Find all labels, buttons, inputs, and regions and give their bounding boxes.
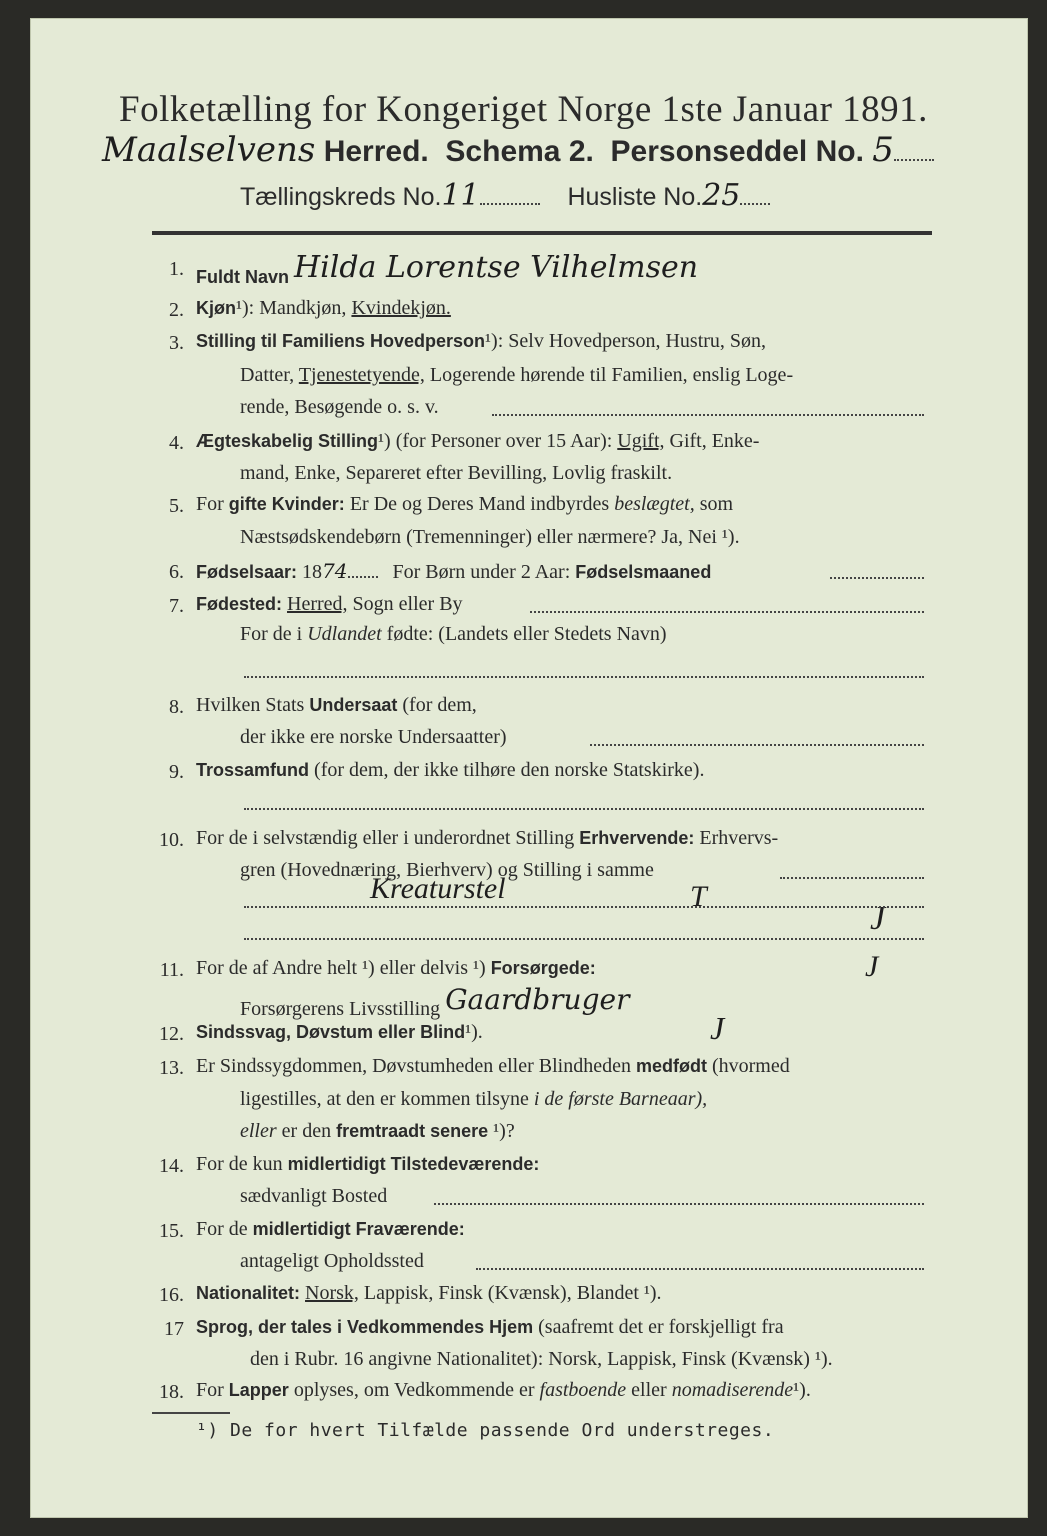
- q3-line1: [196, 330, 766, 353]
- q7-line1: [196, 593, 463, 616]
- q5-number: 5.: [169, 495, 184, 517]
- q10-answer-handwritten: Kreaturstel: [370, 872, 506, 905]
- q1-number: 1.: [169, 258, 184, 280]
- q17-line2: [250, 1348, 833, 1371]
- q7-dotted-line-1: [530, 611, 924, 613]
- q3-text-3: rende, Besøgende o. s. v.: [240, 396, 439, 418]
- q15-text-1a: For de: [196, 1218, 248, 1240]
- q14-label: midlertidigt Tilstedeværende:: [287, 1154, 540, 1174]
- q11-mark-handwritten: J: [865, 950, 879, 983]
- q2-row: [196, 297, 451, 320]
- q8-label: Undersaat: [309, 695, 398, 715]
- q7-text-2a: For de i: [240, 623, 303, 645]
- q3-sup: ¹):: [485, 330, 504, 352]
- q5-label-a: For: [196, 493, 224, 515]
- q13-text-3c: ¹)?: [493, 1120, 515, 1142]
- header-rule: [152, 231, 932, 235]
- q18-text-1d: eller: [631, 1379, 667, 1401]
- q18-text-1a: For: [196, 1379, 224, 1401]
- q1-row: [196, 250, 699, 291]
- q10-text-2: gren (Hovednæring, Bierhverv) og Stilling i samme: [240, 859, 654, 881]
- q15-line2: [240, 1250, 424, 1273]
- q5-text-1i: beslægtet,: [614, 493, 695, 515]
- q7-text-rest: Sogn eller By: [352, 593, 463, 615]
- q14-line1: [196, 1153, 539, 1176]
- q4-label: Ægteskabelig Stilling: [196, 431, 379, 451]
- q10-dotted-line-2: [244, 906, 924, 908]
- q18-label: Lapper: [228, 1380, 289, 1400]
- q14-number: 14.: [159, 1155, 184, 1177]
- q9-number: 9.: [169, 761, 184, 783]
- q2-number: 2.: [169, 299, 184, 321]
- q4-sup: ¹): [378, 430, 391, 452]
- personseddel-number: 5: [872, 130, 894, 170]
- q3-text-2c: Logerende hørende til Familien, enslig Loge-: [429, 364, 794, 386]
- kreds-label: Tællingskreds No.: [240, 183, 442, 211]
- q9-row: [196, 759, 704, 782]
- q3-text-1: Selv Hovedperson, Hustru, Søn,: [508, 330, 767, 352]
- footnote: ¹) De for hvert Tilfælde passende Ord understreges.: [196, 1420, 775, 1441]
- q7-text-2i: Udlandet: [307, 623, 382, 645]
- q13-text-1c: (hvormed: [711, 1055, 790, 1077]
- q15-text-2: antageligt Opholdssted: [240, 1250, 424, 1272]
- q7-option-herred: Herred,: [287, 593, 348, 615]
- q7-text-2b: fødte: (Landets eller Stedets Navn): [386, 623, 667, 645]
- q8-line2: [240, 726, 507, 749]
- q11-answer-handwritten: Gaardbruger: [445, 983, 630, 1016]
- q13-text-3i: eller: [240, 1120, 277, 1142]
- footnote-rule: [152, 1412, 230, 1414]
- q13-text-1a: Er Sindssygdommen, Døvstumheden eller Blindheden: [196, 1055, 631, 1077]
- q13-line1: [196, 1055, 790, 1078]
- q3-label: Stilling til Familiens Hovedperson: [196, 331, 486, 351]
- q5-text-1e: som: [699, 493, 734, 515]
- q13-text-2i: i de første Barneaar),: [533, 1088, 708, 1110]
- herred-line: [102, 130, 934, 170]
- q15-label: midlertidigt Fraværende:: [252, 1219, 465, 1239]
- q10-text-1c: Erhvervs-: [699, 827, 779, 849]
- q13-label: medfødt: [635, 1056, 707, 1076]
- q1-answer-handwritten: Hilda Lorentse Vilhelmsen: [294, 250, 699, 285]
- q4-text-2: mand, Enke, Separeret efter Bevilling, Lovlig fraskilt.: [240, 462, 673, 484]
- q2-option-male: Mandkjøn,: [259, 297, 347, 319]
- q15-dotted-line: [476, 1268, 924, 1270]
- q9-text: (for dem, der ikke tilhøre den norske Statskirke).: [314, 759, 705, 781]
- q7-line2: [240, 623, 667, 646]
- q3-number: 3.: [169, 332, 184, 354]
- q2-sup: ¹):: [236, 297, 255, 319]
- q13-label-2: fremtraadt senere: [336, 1121, 489, 1141]
- q4-number: 4.: [169, 432, 184, 454]
- q6-label-2: Fødselsmaaned: [575, 562, 712, 582]
- q12-number: 12.: [159, 1023, 184, 1045]
- q10-mark-handwritten: T: [690, 880, 707, 913]
- q16-option-norsk: Norsk,: [305, 1282, 359, 1304]
- q12-mark-handwritten: J: [710, 1010, 725, 1046]
- q6-label: Fødselsaar:: [196, 562, 298, 582]
- q4-text-1c: Gift, Enke-: [669, 430, 760, 452]
- q7-number: 7.: [169, 595, 184, 617]
- q7-dotted-line-2: [244, 676, 924, 678]
- q17-number: 17: [164, 1318, 184, 1340]
- q14-dotted-line: [434, 1203, 924, 1205]
- q14-text-1a: For de kun: [196, 1153, 283, 1175]
- q3-text-2a: Datter,: [240, 364, 295, 386]
- q5-text-2: Næstsødskendebørn (Tremenninger) eller nærmere? Ja, Nei ¹).: [240, 526, 740, 548]
- q11-number: 11.: [159, 959, 184, 981]
- q12-sup: ¹).: [465, 1021, 483, 1043]
- q6-year-handwritten: 74: [322, 559, 348, 583]
- q14-text-2: sædvanligt Bosted: [240, 1185, 388, 1207]
- q10-mark2-handwritten: J: [870, 900, 886, 937]
- q6-year-prefix: 18: [302, 561, 323, 583]
- q5-line2: [240, 526, 740, 549]
- q9-label: Trossamfund: [196, 760, 310, 780]
- q13-line2: [240, 1088, 707, 1111]
- q2-label: Kjøn: [196, 298, 236, 318]
- q10-dotted-line-1: [780, 877, 924, 879]
- kreds-number: 11: [441, 178, 480, 213]
- q18-number: 18.: [159, 1381, 184, 1403]
- q6-dotted-line: [830, 577, 924, 579]
- husliste-number: 25: [702, 178, 741, 213]
- q4-text-1a: (for Personer over 15 Aar):: [395, 430, 613, 452]
- q10-dotted-line-3: [244, 938, 924, 940]
- q12-row: [196, 1021, 483, 1044]
- herred-name-handwritten: Maalselvens: [102, 130, 316, 170]
- q3-line3: [240, 396, 439, 419]
- q11-line2: [240, 983, 630, 1022]
- q11-text-2: Forsørgerens Livsstilling: [240, 998, 441, 1020]
- q18-text-1i: fastboende: [539, 1379, 627, 1401]
- q11-label: Forsørgede:: [490, 958, 596, 978]
- q8-text-1a: Hvilken Stats: [196, 694, 305, 716]
- schema-label: Schema 2.: [445, 135, 594, 168]
- q16-row: [196, 1282, 662, 1305]
- q16-label: Nationalitet:: [196, 1283, 301, 1303]
- q5-line1: [196, 493, 733, 516]
- q15-number: 15.: [159, 1220, 184, 1242]
- q13-line3: [240, 1120, 515, 1143]
- q6-text-mid: For Børn under 2 Aar:: [392, 561, 571, 583]
- q2-option-female: Kvindekjøn.: [351, 297, 451, 319]
- q8-text-2: der ikke ere norske Undersaatter): [240, 726, 507, 748]
- q6-row: [196, 559, 711, 584]
- q5-text-1: Er De og Deres Mand indbyrdes: [349, 493, 610, 515]
- q10-line1: [196, 827, 778, 850]
- q10-label: Erhvervende:: [579, 828, 695, 848]
- q3-option-tjenestetyende: Tjenestetyende,: [298, 364, 425, 386]
- q18-text-1e: ¹).: [793, 1379, 811, 1401]
- kreds-line: [240, 178, 770, 213]
- q3-line2: [240, 364, 793, 387]
- q6-number: 6.: [169, 561, 184, 583]
- q4-option-ugift: Ugift,: [617, 430, 665, 452]
- q13-number: 13.: [159, 1057, 184, 1079]
- q15-line1: [196, 1218, 465, 1241]
- husliste-label: Husliste No.: [567, 183, 703, 211]
- q8-number: 8.: [169, 696, 184, 718]
- q10-number: 10.: [159, 829, 184, 851]
- q11-text-1a: For de af Andre helt ¹) eller delvis ¹): [196, 957, 486, 979]
- q10-text-1a: For de i selvstændig eller i underordnet Stilling: [196, 827, 575, 849]
- q18-text-1j: nomadiserende: [671, 1379, 794, 1401]
- q18-row: [196, 1379, 811, 1402]
- q9-dotted-line: [244, 808, 924, 810]
- q8-dotted-line: [590, 744, 924, 746]
- q13-text-2a: ligestilles, at den er kommen tilsyne: [240, 1088, 529, 1110]
- q1-label: Fuldt Navn: [196, 267, 289, 287]
- q14-line2: [240, 1185, 387, 1208]
- q8-line1: [196, 694, 477, 717]
- q5-label-b: gifte Kvinder:: [228, 494, 345, 514]
- q7-label: Fødested:: [196, 594, 283, 614]
- q12-label: Sindssvag, Døvstum eller Blind: [196, 1022, 466, 1042]
- q4-line2: [240, 462, 672, 485]
- q3-dotted-line: [492, 414, 924, 416]
- q16-number: 16.: [159, 1284, 184, 1306]
- personseddel-label: Personseddel No.: [610, 135, 864, 168]
- q4-line1: [196, 430, 759, 453]
- q17-line1: [196, 1316, 784, 1339]
- q13-text-3a: er den: [281, 1120, 332, 1142]
- q18-text-1c: oplyses, om Vedkommende er: [293, 1379, 535, 1401]
- q17-text-1: (saafremt det er forskjelligt fra: [538, 1316, 784, 1338]
- q17-text-2: den i Rubr. 16 angivne Nationalitet): Norsk, Lappisk, Finsk (Kvænsk) ¹).: [250, 1348, 833, 1370]
- q17-label: Sprog, der tales i Vedkommendes Hjem: [196, 1317, 534, 1337]
- q8-text-1c: (for dem,: [402, 694, 477, 716]
- herred-label: Herred.: [323, 135, 429, 168]
- form-title: Folketælling for Kongeriget Norge 1ste Januar 1891.: [119, 89, 928, 130]
- q16-text-rest: Lappisk, Finsk (Kvænsk), Blandet ¹).: [363, 1282, 662, 1304]
- q11-line1: [196, 957, 596, 980]
